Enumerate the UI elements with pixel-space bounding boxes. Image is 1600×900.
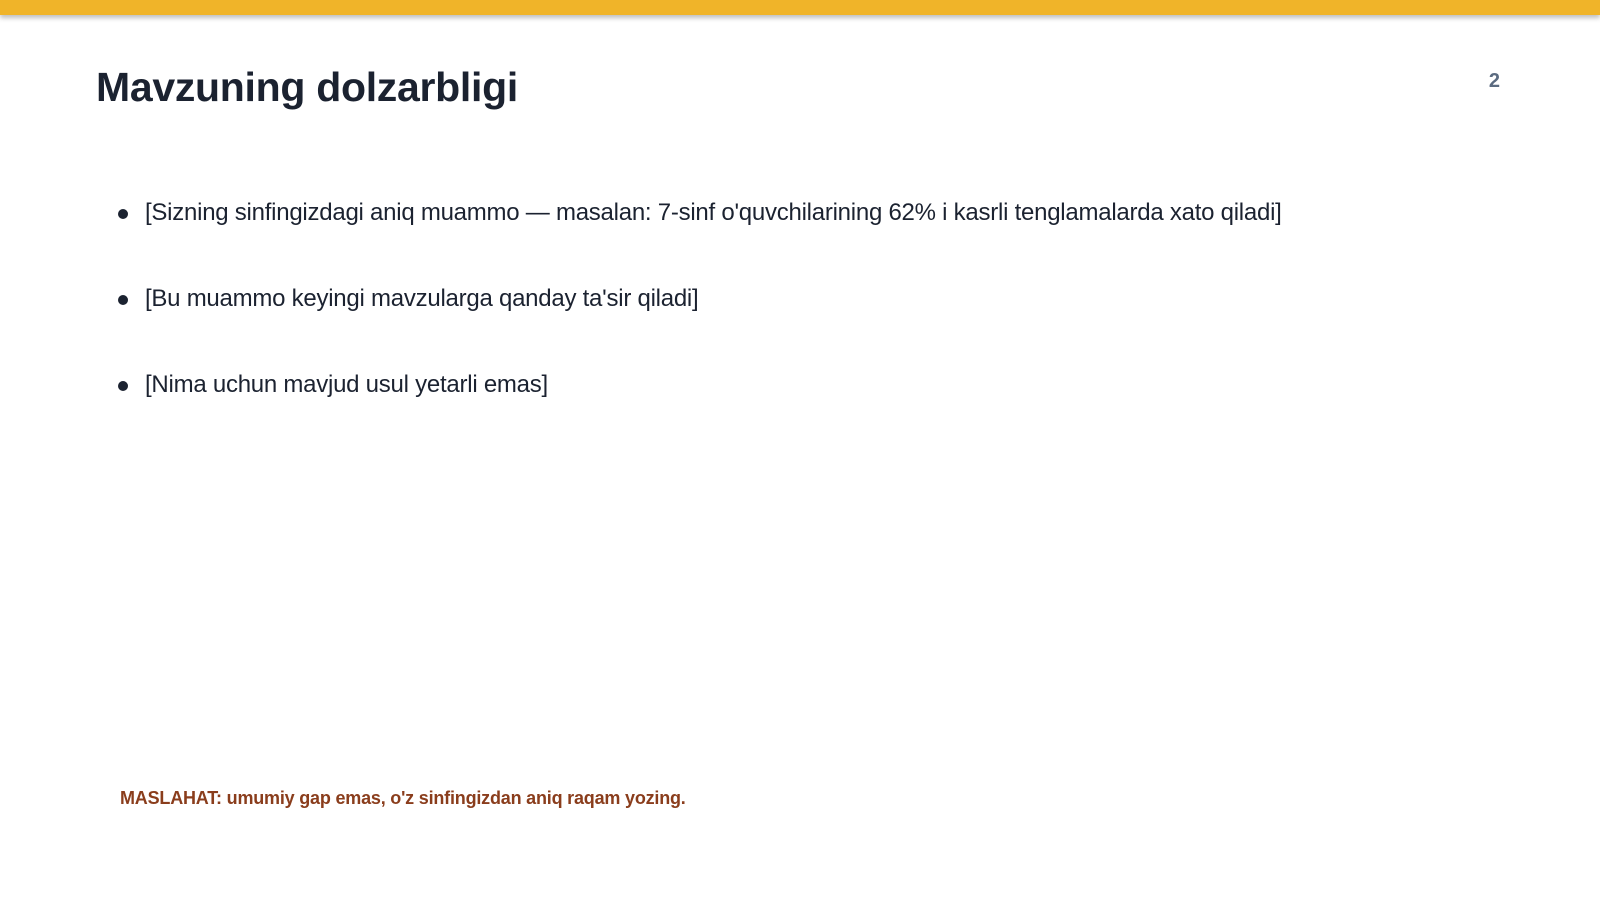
tip-note: MASLAHAT: umumiy gap emas, o'z sinfingizdan aniq raqam yozing.: [120, 788, 686, 808]
page-number: 2: [1488, 70, 1500, 92]
bullet-item: [118, 282, 1282, 368]
bullet-text: [Sizning sinfingizdagi aniq muammo — masalan: 7-sinf o'quvchilarining 62% i kasrli tenglamalarda xato qiladi]: [145, 199, 1282, 226]
bullet-dot-icon: [118, 295, 128, 305]
bullet-dot-icon: [118, 381, 128, 391]
bullet-list: [118, 196, 1282, 454]
bullet-item: [118, 368, 1282, 454]
bullet-item: [118, 196, 1282, 282]
bullet-text: [Bu muammo keyingi mavzularga qanday ta'sir qiladi]: [145, 285, 699, 312]
bullet-dot-icon: [118, 209, 128, 219]
slide-title: Mavzuning dolzarbligi: [96, 64, 518, 110]
bullet-text: [Nima uchun mavjud usul yetarli emas]: [145, 371, 548, 398]
accent-top-bar: [0, 0, 1600, 15]
